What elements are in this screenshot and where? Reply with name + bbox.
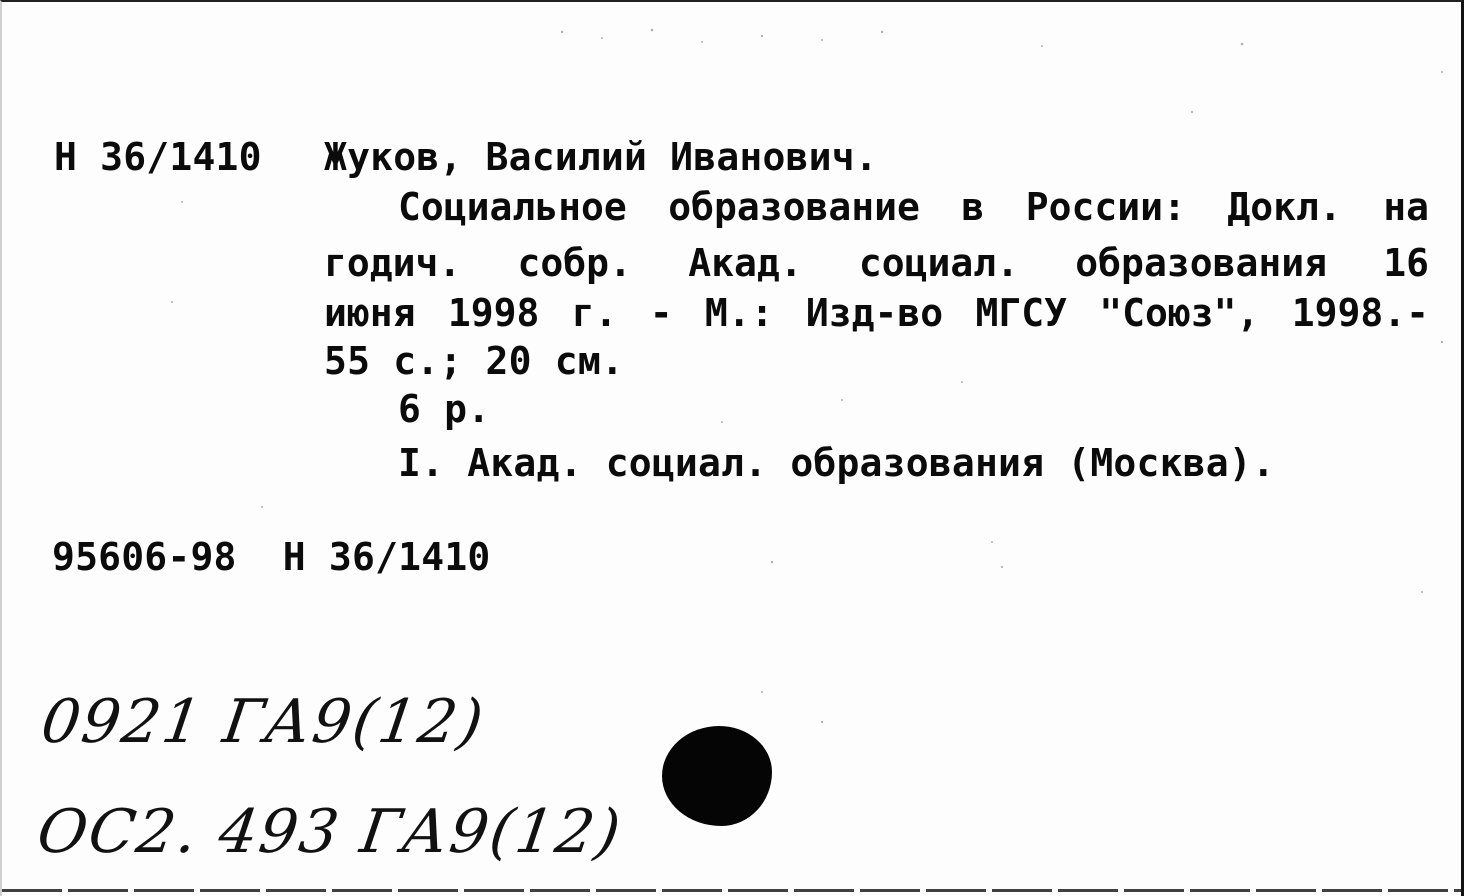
- title-line: годич. собр. Акад. социал. образования 16: [324, 241, 1429, 285]
- handwritten-classification-note: ОС2. 493 ГА9(12): [33, 797, 627, 867]
- ink-blot: [662, 726, 772, 826]
- handwritten-classification-note: 0921 ГА9(12): [37, 687, 490, 757]
- added-entry: I. Акад. социал. образования (Москва).: [398, 441, 1275, 485]
- card-edge-line: [2, 889, 1461, 892]
- call-number: Н 36/1410: [54, 135, 262, 179]
- author-heading: Жуков, Василий Иванович.: [324, 135, 878, 179]
- collation-line: 55 с.; 20 см.: [324, 339, 625, 383]
- imprint-line: июня 1998 г. - М.: Изд-во МГСУ "Союз", 1998.-: [324, 291, 1429, 335]
- price: 6 р.: [398, 387, 491, 431]
- accession-number: 95606-98 Н 36/1410: [52, 535, 491, 579]
- title-line: Социальное образование в России: Докл. на: [398, 185, 1429, 229]
